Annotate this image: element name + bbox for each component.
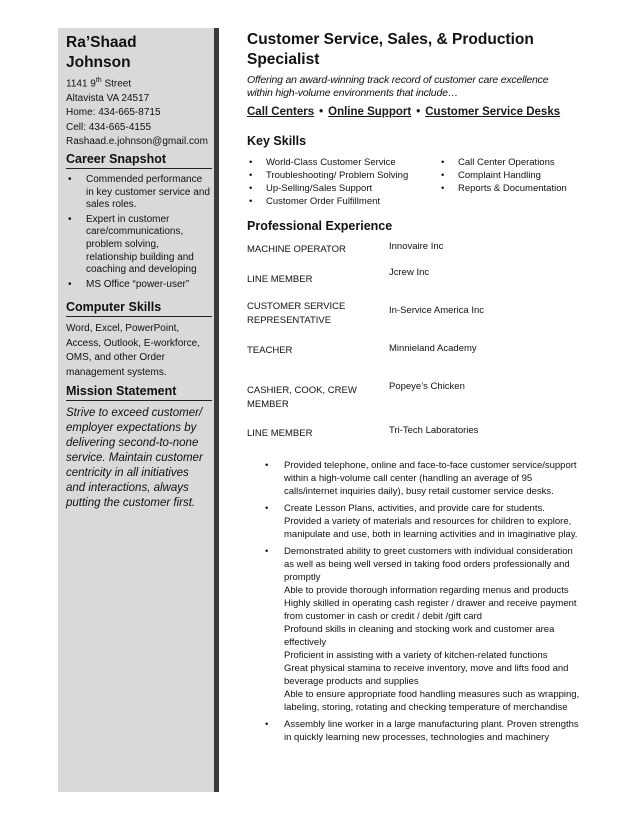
home-phone: Home: 434-665-8715 <box>66 107 161 119</box>
list-item: • Demonstrated ability to greet customers with individual consideration as well as being well versed in taking food orders professionally and promptly <box>263 545 583 584</box>
job-title: LINE MEMBER <box>247 428 313 439</box>
name-first: Ra’Shaad <box>66 34 137 51</box>
candidate-name <box>66 33 208 73</box>
city-line: Altavista VA 24517 <box>66 92 150 104</box>
list-item: Proficient in assisting with a variety of kitchen-related functions <box>284 650 548 661</box>
duties-list <box>263 459 583 744</box>
computer-skills-text: Word, Excel, PowerPoint, Access, Outlook, E-workforce, OMS, and other Order management systems. <box>66 323 200 378</box>
list-item: • Provided telephone, online and face-to-face customer service/support within a high-volume call center (handling an average of 95 calls/internet inquiries daily), busy retail customer service desks. <box>263 459 583 498</box>
title-line-2: Specialist <box>247 51 320 68</box>
email-link[interactable]: Rashaad.e.johnson@gmail.com <box>66 136 208 148</box>
job-title: CUSTOMER SERVICE REPRESENTATIVE <box>247 301 346 326</box>
job-title: TEACHER <box>247 345 293 356</box>
job-title: MACHINE OPERATOR <box>247 244 346 255</box>
professional-experience-heading: Professional Experience <box>247 219 393 233</box>
focus-item: Customer Service Desks <box>425 106 561 118</box>
list-item: • Complaint Handling <box>441 169 567 182</box>
career-snapshot-list <box>66 174 212 293</box>
job-company: Jcrew Inc <box>389 267 430 278</box>
key-skills-heading: Key Skills <box>247 134 307 148</box>
focus-item: Online Support <box>328 106 412 118</box>
tagline-line-2: within high-volume environments that include… <box>247 87 459 99</box>
list-item: • Reports & Documentation <box>441 182 567 195</box>
page-title <box>247 30 592 70</box>
job-company: Minnieland Academy <box>389 343 477 354</box>
contact-block <box>66 74 208 150</box>
list-item: • Troubleshooting/ Problem Solving <box>249 169 408 182</box>
list-item: Great physical stamina to receive inventory, move and lifts food and beverage products and supplies <box>284 663 569 687</box>
tagline-line-1: Offering an award-winning track record of customer care excellence <box>247 74 549 86</box>
computer-skills-heading: Computer Skills <box>66 300 212 317</box>
list-item: • World-Class Customer Service <box>249 156 408 169</box>
career-snapshot-heading: Career Snapshot <box>66 152 212 169</box>
bullet-separator: • <box>319 106 324 118</box>
list-item: Highly skilled in operating cash register / drawer and receive payment from customer in cash or credit / debit /gift card <box>284 598 577 622</box>
sidebar-divider <box>214 28 219 792</box>
job-company: Tri-Tech Laboratories <box>389 425 479 436</box>
key-skills-left <box>249 156 408 208</box>
list-item: Able to provide thorough information regarding menus and products <box>284 585 569 596</box>
list-item: • Expert in customer care/communications, problem solving, relationship building and coaching and developing <box>66 214 212 277</box>
focus-areas <box>247 106 560 118</box>
title-line-1: Customer Service, Sales, & Production <box>247 31 534 48</box>
job-company: Innovaire Inc <box>389 241 444 252</box>
tagline <box>247 74 592 100</box>
list-item: • MS Office “power-user” <box>66 279 212 292</box>
key-skills-right <box>441 156 567 195</box>
mission-statement-heading: Mission Statement <box>66 384 212 401</box>
job-title: CASHIER, COOK, CREW MEMBER <box>247 385 357 410</box>
job-title: LINE MEMBER <box>247 274 313 285</box>
list-item: • Assembly line worker in a large manufacturing plant. Proven strengths in quickly learning new processes, technologies and machinery <box>263 718 583 744</box>
bullet-separator: • <box>416 106 421 118</box>
focus-item: Call Centers <box>247 106 315 118</box>
job-company: In-Service America Inc <box>389 305 485 316</box>
list-item: • Up-Selling/Sales Support <box>249 182 408 195</box>
cell-phone: Cell: 434-665-4155 <box>66 121 152 133</box>
list-item: • Customer Order Fulfillment <box>249 195 408 208</box>
address-line: 1141 9th Street <box>66 77 132 90</box>
list-item: • Create Lesson Plans, activities, and provide care for students. Provided a variety of materials and resources for children to explore, manipulate and use, both in learning activities and in imaginative play. <box>263 502 583 541</box>
list-item: Profound skills in cleaning and stocking work and customer area effectively <box>284 624 555 648</box>
name-last: Johnson <box>66 54 131 71</box>
list-item: • Call Center Operations <box>441 156 567 169</box>
list-item: • Commended performance in key customer service and sales roles. <box>66 174 212 212</box>
mission-statement-text: Strive to exceed customer/ employer expectations by delivering second-to-none service. Maintain customer centricity in all initiatives and interactions, always putting the customer first. <box>66 407 203 509</box>
job-company: Popeye’s Chicken <box>389 381 465 392</box>
list-item: Able to ensure appropriate food handling measures such as wrapping, labeling, storing, rotating and checking temperature of merchandise <box>284 689 580 713</box>
